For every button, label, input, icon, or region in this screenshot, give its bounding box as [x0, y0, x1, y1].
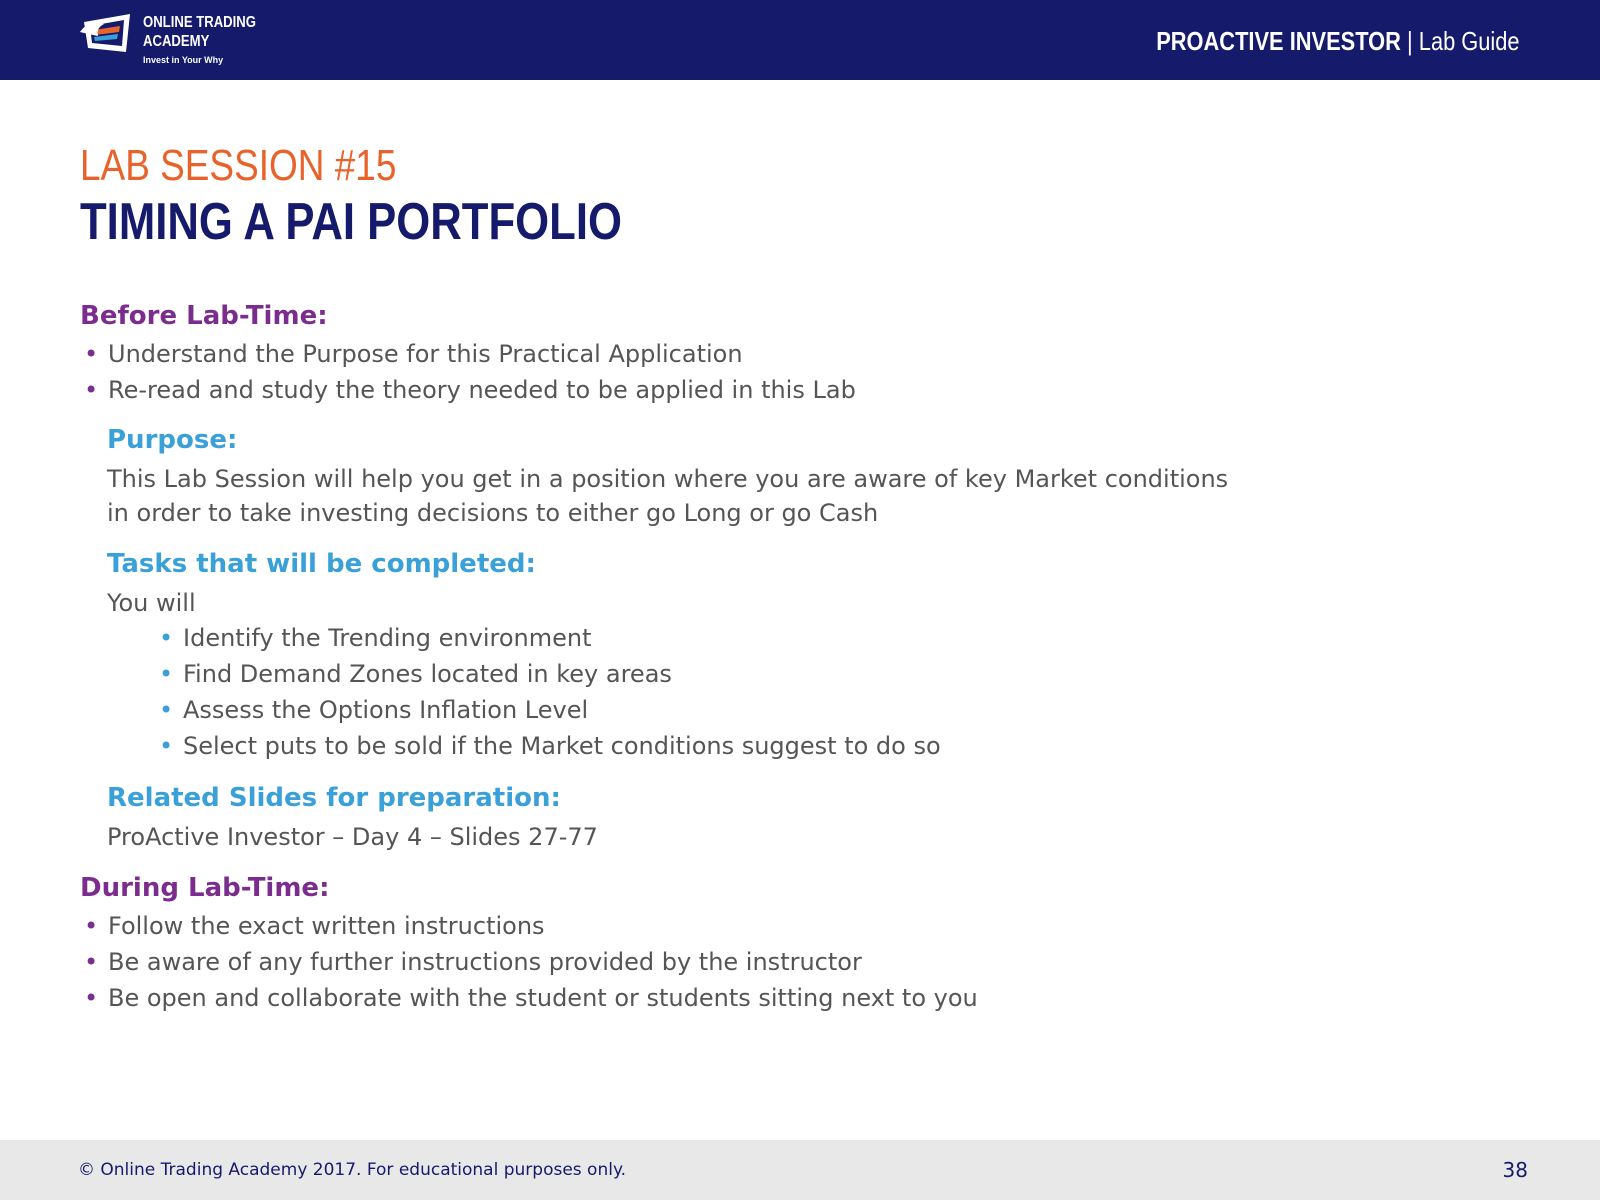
session-label: LAB SESSION #15 — [80, 141, 397, 190]
logo — [80, 12, 256, 70]
related-heading: Related Slides for preparation: — [107, 783, 561, 813]
list-item: • Be open and collaborate with the student or students sitting next to you — [80, 980, 1440, 1016]
eagle-flag-logo-icon — [80, 12, 136, 56]
list-item: • Understand the Purpose for this Practical Application — [80, 336, 1440, 372]
main-content — [80, 140, 1440, 1016]
list-item: • Find Demand Zones located in key areas — [155, 656, 1440, 692]
header-title — [1157, 26, 1520, 57]
before-list — [80, 336, 1440, 408]
during-heading: During Lab-Time: — [80, 873, 330, 903]
purpose-line1: This Lab Session will help you get in a position where you are aware of key Market conditions — [107, 465, 1229, 493]
page-title: TIMING A PAI PORTFOLIO — [80, 193, 622, 251]
tasks-heading: Tasks that will be completed: — [107, 549, 536, 579]
logo-text-line1: ONLINE TRADING — [143, 14, 256, 31]
list-item: • Re-read and study the theory needed to be applied in this Lab — [80, 372, 1440, 408]
purpose-line2: in order to take investing decisions to either go Long or go Cash — [107, 499, 879, 527]
during-list — [80, 908, 1440, 1016]
list-item: • Select puts to be sold if the Market conditions suggest to do so — [155, 728, 1440, 764]
list-item: • Be aware of any further instructions provided by the instructor — [80, 944, 1440, 980]
tasks-intro: You will — [107, 589, 196, 617]
purpose-heading: Purpose: — [107, 425, 238, 455]
list-item: • Follow the exact written instructions — [80, 908, 1440, 944]
header-title-separator: | — [1407, 26, 1414, 56]
header-bar — [0, 0, 1600, 80]
purpose-section — [107, 424, 1440, 854]
header-title-light: Lab Guide — [1419, 26, 1520, 56]
page-number: 38 — [1502, 1158, 1528, 1182]
logo-text-line2: ACADEMY — [143, 33, 210, 50]
related-text: ProActive Investor – Day 4 – Slides 27-77 — [107, 823, 598, 851]
before-heading: Before Lab-Time: — [80, 301, 328, 331]
logo-tagline: Invest in Your Why — [143, 55, 224, 65]
footer-copyright: © Online Trading Academy 2017. For educational purposes only. — [78, 1160, 626, 1180]
list-item: • Assess the Options Inflation Level — [155, 692, 1440, 728]
list-item: • Identify the Trending environment — [155, 620, 1440, 656]
tasks-list — [155, 620, 1440, 764]
footer-bar — [0, 1140, 1600, 1200]
header-title-bold: PROACTIVE INVESTOR — [1156, 26, 1402, 56]
